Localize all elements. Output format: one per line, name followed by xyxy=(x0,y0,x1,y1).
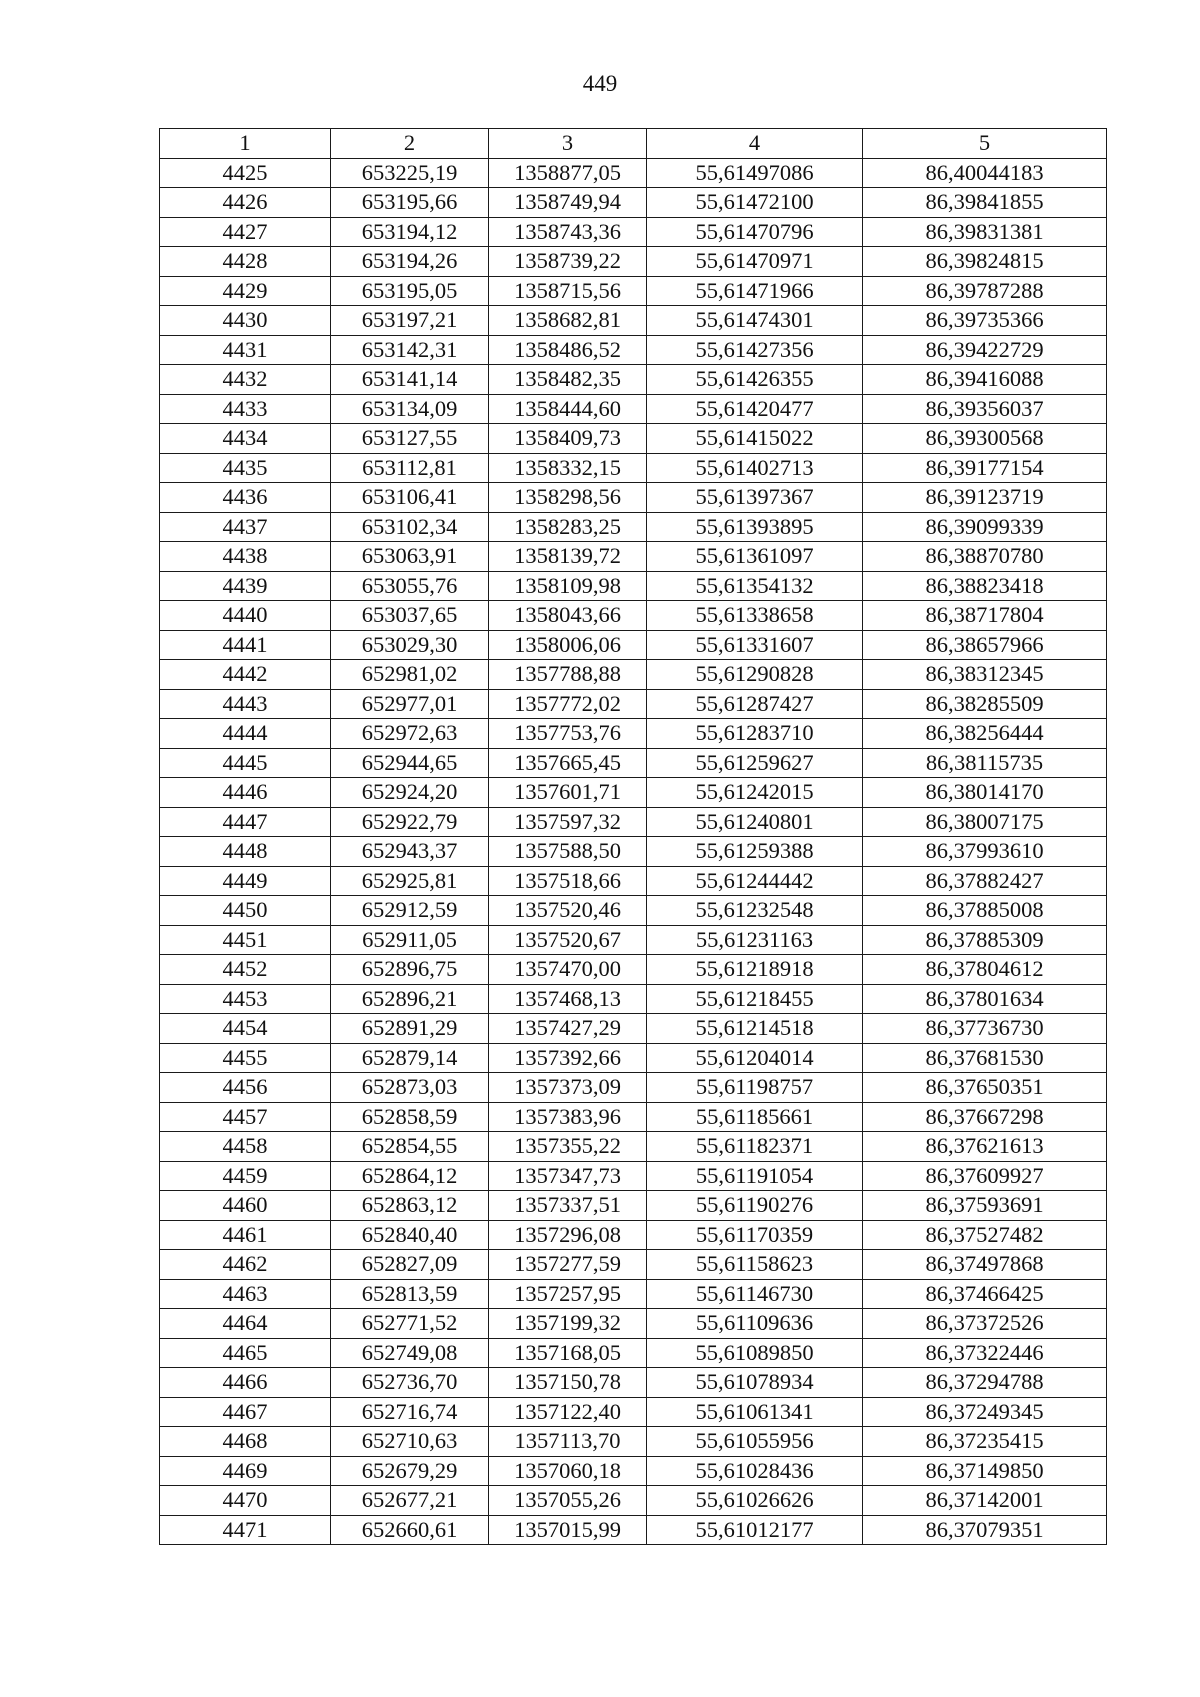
y-coordinate-cell: 1357470,00 xyxy=(489,955,647,985)
x-coordinate-cell: 653197,21 xyxy=(331,306,489,336)
x-coordinate-cell: 653029,30 xyxy=(331,630,489,660)
latitude-cell: 55,61470971 xyxy=(647,247,863,277)
longitude-cell: 86,39123719 xyxy=(863,483,1107,513)
x-coordinate-cell: 653063,91 xyxy=(331,542,489,572)
table-row xyxy=(160,188,1107,218)
y-coordinate-cell: 1357257,95 xyxy=(489,1279,647,1309)
table-row xyxy=(160,1014,1107,1044)
table-row xyxy=(160,748,1107,778)
longitude-cell: 86,38717804 xyxy=(863,601,1107,631)
longitude-cell: 86,37249345 xyxy=(863,1397,1107,1427)
point-number-cell: 4455 xyxy=(160,1043,331,1073)
longitude-cell: 86,38285509 xyxy=(863,689,1107,719)
longitude-cell: 86,37650351 xyxy=(863,1073,1107,1103)
latitude-cell: 55,61426355 xyxy=(647,365,863,395)
point-number-cell: 4430 xyxy=(160,306,331,336)
latitude-cell: 55,61471966 xyxy=(647,276,863,306)
x-coordinate-cell: 652925,81 xyxy=(331,866,489,896)
x-coordinate-cell: 653127,55 xyxy=(331,424,489,454)
point-number-cell: 4436 xyxy=(160,483,331,513)
point-number-cell: 4467 xyxy=(160,1397,331,1427)
latitude-cell: 55,61393895 xyxy=(647,512,863,542)
y-coordinate-cell: 1358006,06 xyxy=(489,630,647,660)
point-number-cell: 4469 xyxy=(160,1456,331,1486)
column-header-5: 5 xyxy=(863,129,1107,159)
y-coordinate-cell: 1357392,66 xyxy=(489,1043,647,1073)
y-coordinate-cell: 1357665,45 xyxy=(489,748,647,778)
point-number-cell: 4431 xyxy=(160,335,331,365)
longitude-cell: 86,39787288 xyxy=(863,276,1107,306)
latitude-cell: 55,61185661 xyxy=(647,1102,863,1132)
longitude-cell: 86,38115735 xyxy=(863,748,1107,778)
y-coordinate-cell: 1358409,73 xyxy=(489,424,647,454)
latitude-cell: 55,61472100 xyxy=(647,188,863,218)
latitude-cell: 55,61354132 xyxy=(647,571,863,601)
y-coordinate-cell: 1358298,56 xyxy=(489,483,647,513)
x-coordinate-cell: 652891,29 xyxy=(331,1014,489,1044)
longitude-cell: 86,37621613 xyxy=(863,1132,1107,1162)
point-number-cell: 4438 xyxy=(160,542,331,572)
y-coordinate-cell: 1358877,05 xyxy=(489,158,647,188)
longitude-cell: 86,39177154 xyxy=(863,453,1107,483)
y-coordinate-cell: 1357468,13 xyxy=(489,984,647,1014)
table-row xyxy=(160,1486,1107,1516)
point-number-cell: 4457 xyxy=(160,1102,331,1132)
latitude-cell: 55,61240801 xyxy=(647,807,863,837)
y-coordinate-cell: 1357060,18 xyxy=(489,1456,647,1486)
point-number-cell: 4427 xyxy=(160,217,331,247)
table-row xyxy=(160,807,1107,837)
x-coordinate-cell: 653055,76 xyxy=(331,571,489,601)
longitude-cell: 86,39356037 xyxy=(863,394,1107,424)
x-coordinate-cell: 653195,66 xyxy=(331,188,489,218)
x-coordinate-cell: 652972,63 xyxy=(331,719,489,749)
table-row xyxy=(160,1279,1107,1309)
latitude-cell: 55,61182371 xyxy=(647,1132,863,1162)
table-row xyxy=(160,1250,1107,1280)
y-coordinate-cell: 1357277,59 xyxy=(489,1250,647,1280)
point-number-cell: 4451 xyxy=(160,925,331,955)
longitude-cell: 86,38007175 xyxy=(863,807,1107,837)
latitude-cell: 55,61242015 xyxy=(647,778,863,808)
x-coordinate-cell: 652922,79 xyxy=(331,807,489,837)
table-row xyxy=(160,217,1107,247)
x-coordinate-cell: 652840,40 xyxy=(331,1220,489,1250)
table-row xyxy=(160,1132,1107,1162)
point-number-cell: 4434 xyxy=(160,424,331,454)
x-coordinate-cell: 653106,41 xyxy=(331,483,489,513)
latitude-cell: 55,61190276 xyxy=(647,1191,863,1221)
latitude-cell: 55,61420477 xyxy=(647,394,863,424)
y-coordinate-cell: 1358043,66 xyxy=(489,601,647,631)
point-number-cell: 4443 xyxy=(160,689,331,719)
table-row xyxy=(160,660,1107,690)
table-row xyxy=(160,1456,1107,1486)
table-row xyxy=(160,365,1107,395)
y-coordinate-cell: 1357588,50 xyxy=(489,837,647,867)
y-coordinate-cell: 1358486,52 xyxy=(489,335,647,365)
table-row xyxy=(160,1397,1107,1427)
page-number: 449 xyxy=(582,71,618,96)
longitude-cell: 86,37527482 xyxy=(863,1220,1107,1250)
longitude-cell: 86,37667298 xyxy=(863,1102,1107,1132)
longitude-cell: 86,38657966 xyxy=(863,630,1107,660)
latitude-cell: 55,61158623 xyxy=(647,1250,863,1280)
y-coordinate-cell: 1358332,15 xyxy=(489,453,647,483)
point-number-cell: 4444 xyxy=(160,719,331,749)
y-coordinate-cell: 1358739,22 xyxy=(489,247,647,277)
latitude-cell: 55,61287427 xyxy=(647,689,863,719)
y-coordinate-cell: 1357347,73 xyxy=(489,1161,647,1191)
x-coordinate-cell: 653134,09 xyxy=(331,394,489,424)
latitude-cell: 55,61427356 xyxy=(647,335,863,365)
x-coordinate-cell: 652813,59 xyxy=(331,1279,489,1309)
y-coordinate-cell: 1357597,32 xyxy=(489,807,647,837)
x-coordinate-cell: 653195,05 xyxy=(331,276,489,306)
y-coordinate-cell: 1357772,02 xyxy=(489,689,647,719)
point-number-cell: 4463 xyxy=(160,1279,331,1309)
coordinates-table xyxy=(159,128,1107,1545)
latitude-cell: 55,61061341 xyxy=(647,1397,863,1427)
y-coordinate-cell: 1357122,40 xyxy=(489,1397,647,1427)
x-coordinate-cell: 652854,55 xyxy=(331,1132,489,1162)
table-row xyxy=(160,630,1107,660)
x-coordinate-cell: 653102,34 xyxy=(331,512,489,542)
point-number-cell: 4465 xyxy=(160,1338,331,1368)
point-number-cell: 4452 xyxy=(160,955,331,985)
column-header-1: 1 xyxy=(160,129,331,159)
x-coordinate-cell: 652660,61 xyxy=(331,1515,489,1545)
column-header-3: 3 xyxy=(489,129,647,159)
y-coordinate-cell: 1357015,99 xyxy=(489,1515,647,1545)
longitude-cell: 86,39831381 xyxy=(863,217,1107,247)
x-coordinate-cell: 652677,21 xyxy=(331,1486,489,1516)
longitude-cell: 86,39841855 xyxy=(863,188,1107,218)
x-coordinate-cell: 652911,05 xyxy=(331,925,489,955)
table-header-row xyxy=(160,129,1107,159)
point-number-cell: 4445 xyxy=(160,748,331,778)
latitude-cell: 55,61109636 xyxy=(647,1309,863,1339)
longitude-cell: 86,37681530 xyxy=(863,1043,1107,1073)
longitude-cell: 86,39416088 xyxy=(863,365,1107,395)
longitude-cell: 86,37372526 xyxy=(863,1309,1107,1339)
longitude-cell: 86,37294788 xyxy=(863,1368,1107,1398)
table-row xyxy=(160,453,1107,483)
longitude-cell: 86,39300568 xyxy=(863,424,1107,454)
x-coordinate-cell: 653194,12 xyxy=(331,217,489,247)
latitude-cell: 55,61497086 xyxy=(647,158,863,188)
y-coordinate-cell: 1357168,05 xyxy=(489,1338,647,1368)
x-coordinate-cell: 653194,26 xyxy=(331,247,489,277)
longitude-cell: 86,37801634 xyxy=(863,984,1107,1014)
point-number-cell: 4449 xyxy=(160,866,331,896)
y-coordinate-cell: 1358283,25 xyxy=(489,512,647,542)
x-coordinate-cell: 652827,09 xyxy=(331,1250,489,1280)
x-coordinate-cell: 653142,31 xyxy=(331,335,489,365)
table-row xyxy=(160,601,1107,631)
table-row xyxy=(160,1161,1107,1191)
table-row xyxy=(160,394,1107,424)
y-coordinate-cell: 1357520,67 xyxy=(489,925,647,955)
y-coordinate-cell: 1357355,22 xyxy=(489,1132,647,1162)
longitude-cell: 86,37593691 xyxy=(863,1191,1107,1221)
point-number-cell: 4453 xyxy=(160,984,331,1014)
y-coordinate-cell: 1357520,46 xyxy=(489,896,647,926)
table-row xyxy=(160,158,1107,188)
x-coordinate-cell: 652710,63 xyxy=(331,1427,489,1457)
x-coordinate-cell: 652924,20 xyxy=(331,778,489,808)
longitude-cell: 86,37497868 xyxy=(863,1250,1107,1280)
y-coordinate-cell: 1357199,32 xyxy=(489,1309,647,1339)
table-row xyxy=(160,866,1107,896)
point-number-cell: 4448 xyxy=(160,837,331,867)
x-coordinate-cell: 652977,01 xyxy=(331,689,489,719)
point-number-cell: 4450 xyxy=(160,896,331,926)
longitude-cell: 86,37993610 xyxy=(863,837,1107,867)
column-header-4: 4 xyxy=(647,129,863,159)
latitude-cell: 55,61361097 xyxy=(647,542,863,572)
longitude-cell: 86,37149850 xyxy=(863,1456,1107,1486)
table-row xyxy=(160,1073,1107,1103)
point-number-cell: 4471 xyxy=(160,1515,331,1545)
x-coordinate-cell: 652771,52 xyxy=(331,1309,489,1339)
latitude-cell: 55,61146730 xyxy=(647,1279,863,1309)
table-row xyxy=(160,1427,1107,1457)
y-coordinate-cell: 1358139,72 xyxy=(489,542,647,572)
x-coordinate-cell: 653225,19 xyxy=(331,158,489,188)
latitude-cell: 55,61474301 xyxy=(647,306,863,336)
y-coordinate-cell: 1357788,88 xyxy=(489,660,647,690)
table-row xyxy=(160,1368,1107,1398)
latitude-cell: 55,61470796 xyxy=(647,217,863,247)
y-coordinate-cell: 1358743,36 xyxy=(489,217,647,247)
table-body xyxy=(160,158,1107,1545)
y-coordinate-cell: 1358715,56 xyxy=(489,276,647,306)
table-row xyxy=(160,1309,1107,1339)
x-coordinate-cell: 653037,65 xyxy=(331,601,489,631)
point-number-cell: 4459 xyxy=(160,1161,331,1191)
latitude-cell: 55,61244442 xyxy=(647,866,863,896)
y-coordinate-cell: 1357601,71 xyxy=(489,778,647,808)
point-number-cell: 4458 xyxy=(160,1132,331,1162)
latitude-cell: 55,61204014 xyxy=(647,1043,863,1073)
y-coordinate-cell: 1358444,60 xyxy=(489,394,647,424)
latitude-cell: 55,61259388 xyxy=(647,837,863,867)
x-coordinate-cell: 652873,03 xyxy=(331,1073,489,1103)
longitude-cell: 86,40044183 xyxy=(863,158,1107,188)
latitude-cell: 55,61338658 xyxy=(647,601,863,631)
latitude-cell: 55,61231163 xyxy=(647,925,863,955)
y-coordinate-cell: 1358482,35 xyxy=(489,365,647,395)
point-number-cell: 4440 xyxy=(160,601,331,631)
point-number-cell: 4429 xyxy=(160,276,331,306)
point-number-cell: 4425 xyxy=(160,158,331,188)
table-row xyxy=(160,1102,1107,1132)
longitude-cell: 86,38870780 xyxy=(863,542,1107,572)
y-coordinate-cell: 1357753,76 xyxy=(489,719,647,749)
point-number-cell: 4462 xyxy=(160,1250,331,1280)
table-row xyxy=(160,1338,1107,1368)
point-number-cell: 4464 xyxy=(160,1309,331,1339)
point-number-cell: 4456 xyxy=(160,1073,331,1103)
x-coordinate-cell: 652716,74 xyxy=(331,1397,489,1427)
longitude-cell: 86,37079351 xyxy=(863,1515,1107,1545)
point-number-cell: 4446 xyxy=(160,778,331,808)
point-number-cell: 4461 xyxy=(160,1220,331,1250)
x-coordinate-cell: 653112,81 xyxy=(331,453,489,483)
latitude-cell: 55,61012177 xyxy=(647,1515,863,1545)
longitude-cell: 86,37804612 xyxy=(863,955,1107,985)
point-number-cell: 4432 xyxy=(160,365,331,395)
table-row xyxy=(160,512,1107,542)
table-row xyxy=(160,1043,1107,1073)
longitude-cell: 86,37882427 xyxy=(863,866,1107,896)
table-row xyxy=(160,1220,1107,1250)
point-number-cell: 4468 xyxy=(160,1427,331,1457)
table-row xyxy=(160,896,1107,926)
x-coordinate-cell: 652943,37 xyxy=(331,837,489,867)
longitude-cell: 86,37322446 xyxy=(863,1338,1107,1368)
table-row xyxy=(160,984,1107,1014)
latitude-cell: 55,61218918 xyxy=(647,955,863,985)
y-coordinate-cell: 1358682,81 xyxy=(489,306,647,336)
point-number-cell: 4447 xyxy=(160,807,331,837)
longitude-cell: 86,37142001 xyxy=(863,1486,1107,1516)
longitude-cell: 86,39735366 xyxy=(863,306,1107,336)
point-number-cell: 4442 xyxy=(160,660,331,690)
longitude-cell: 86,38823418 xyxy=(863,571,1107,601)
y-coordinate-cell: 1357296,08 xyxy=(489,1220,647,1250)
longitude-cell: 86,38312345 xyxy=(863,660,1107,690)
column-header-2: 2 xyxy=(331,129,489,159)
latitude-cell: 55,61232548 xyxy=(647,896,863,926)
latitude-cell: 55,61028436 xyxy=(647,1456,863,1486)
point-number-cell: 4435 xyxy=(160,453,331,483)
table-row xyxy=(160,837,1107,867)
table-row xyxy=(160,306,1107,336)
longitude-cell: 86,37885008 xyxy=(863,896,1107,926)
point-number-cell: 4460 xyxy=(160,1191,331,1221)
point-number-cell: 4439 xyxy=(160,571,331,601)
latitude-cell: 55,61055956 xyxy=(647,1427,863,1457)
latitude-cell: 55,61170359 xyxy=(647,1220,863,1250)
table-row xyxy=(160,542,1107,572)
point-number-cell: 4437 xyxy=(160,512,331,542)
x-coordinate-cell: 652863,12 xyxy=(331,1191,489,1221)
latitude-cell: 55,61214518 xyxy=(647,1014,863,1044)
longitude-cell: 86,37736730 xyxy=(863,1014,1107,1044)
x-coordinate-cell: 653141,14 xyxy=(331,365,489,395)
point-number-cell: 4426 xyxy=(160,188,331,218)
x-coordinate-cell: 652749,08 xyxy=(331,1338,489,1368)
longitude-cell: 86,37466425 xyxy=(863,1279,1107,1309)
y-coordinate-cell: 1357113,70 xyxy=(489,1427,647,1457)
latitude-cell: 55,61218455 xyxy=(647,984,863,1014)
longitude-cell: 86,39099339 xyxy=(863,512,1107,542)
y-coordinate-cell: 1357427,29 xyxy=(489,1014,647,1044)
table-row xyxy=(160,689,1107,719)
table-row xyxy=(160,571,1107,601)
latitude-cell: 55,61290828 xyxy=(647,660,863,690)
y-coordinate-cell: 1357383,96 xyxy=(489,1102,647,1132)
latitude-cell: 55,61191054 xyxy=(647,1161,863,1191)
table-row xyxy=(160,778,1107,808)
x-coordinate-cell: 652896,21 xyxy=(331,984,489,1014)
longitude-cell: 86,38256444 xyxy=(863,719,1107,749)
x-coordinate-cell: 652879,14 xyxy=(331,1043,489,1073)
latitude-cell: 55,61331607 xyxy=(647,630,863,660)
table-row xyxy=(160,483,1107,513)
table-row xyxy=(160,1191,1107,1221)
latitude-cell: 55,61397367 xyxy=(647,483,863,513)
table-row xyxy=(160,276,1107,306)
point-number-cell: 4466 xyxy=(160,1368,331,1398)
latitude-cell: 55,61078934 xyxy=(647,1368,863,1398)
x-coordinate-cell: 652896,75 xyxy=(331,955,489,985)
longitude-cell: 86,37885309 xyxy=(863,925,1107,955)
table-row xyxy=(160,1515,1107,1545)
y-coordinate-cell: 1357518,66 xyxy=(489,866,647,896)
point-number-cell: 4470 xyxy=(160,1486,331,1516)
table-row xyxy=(160,424,1107,454)
y-coordinate-cell: 1357150,78 xyxy=(489,1368,647,1398)
table-row xyxy=(160,955,1107,985)
point-number-cell: 4433 xyxy=(160,394,331,424)
x-coordinate-cell: 652864,12 xyxy=(331,1161,489,1191)
x-coordinate-cell: 652912,59 xyxy=(331,896,489,926)
longitude-cell: 86,37235415 xyxy=(863,1427,1107,1457)
longitude-cell: 86,37609927 xyxy=(863,1161,1107,1191)
table-row xyxy=(160,335,1107,365)
y-coordinate-cell: 1357337,51 xyxy=(489,1191,647,1221)
point-number-cell: 4454 xyxy=(160,1014,331,1044)
y-coordinate-cell: 1358749,94 xyxy=(489,188,647,218)
longitude-cell: 86,38014170 xyxy=(863,778,1107,808)
longitude-cell: 86,39422729 xyxy=(863,335,1107,365)
latitude-cell: 55,61402713 xyxy=(647,453,863,483)
latitude-cell: 55,61283710 xyxy=(647,719,863,749)
y-coordinate-cell: 1357373,09 xyxy=(489,1073,647,1103)
latitude-cell: 55,61026626 xyxy=(647,1486,863,1516)
point-number-cell: 4428 xyxy=(160,247,331,277)
y-coordinate-cell: 1357055,26 xyxy=(489,1486,647,1516)
y-coordinate-cell: 1358109,98 xyxy=(489,571,647,601)
latitude-cell: 55,61198757 xyxy=(647,1073,863,1103)
latitude-cell: 55,61259627 xyxy=(647,748,863,778)
latitude-cell: 55,61089850 xyxy=(647,1338,863,1368)
x-coordinate-cell: 652944,65 xyxy=(331,748,489,778)
table-row xyxy=(160,719,1107,749)
x-coordinate-cell: 652858,59 xyxy=(331,1102,489,1132)
table-row xyxy=(160,925,1107,955)
longitude-cell: 86,39824815 xyxy=(863,247,1107,277)
x-coordinate-cell: 652736,70 xyxy=(331,1368,489,1398)
table-row xyxy=(160,247,1107,277)
latitude-cell: 55,61415022 xyxy=(647,424,863,454)
x-coordinate-cell: 652679,29 xyxy=(331,1456,489,1486)
x-coordinate-cell: 652981,02 xyxy=(331,660,489,690)
point-number-cell: 4441 xyxy=(160,630,331,660)
